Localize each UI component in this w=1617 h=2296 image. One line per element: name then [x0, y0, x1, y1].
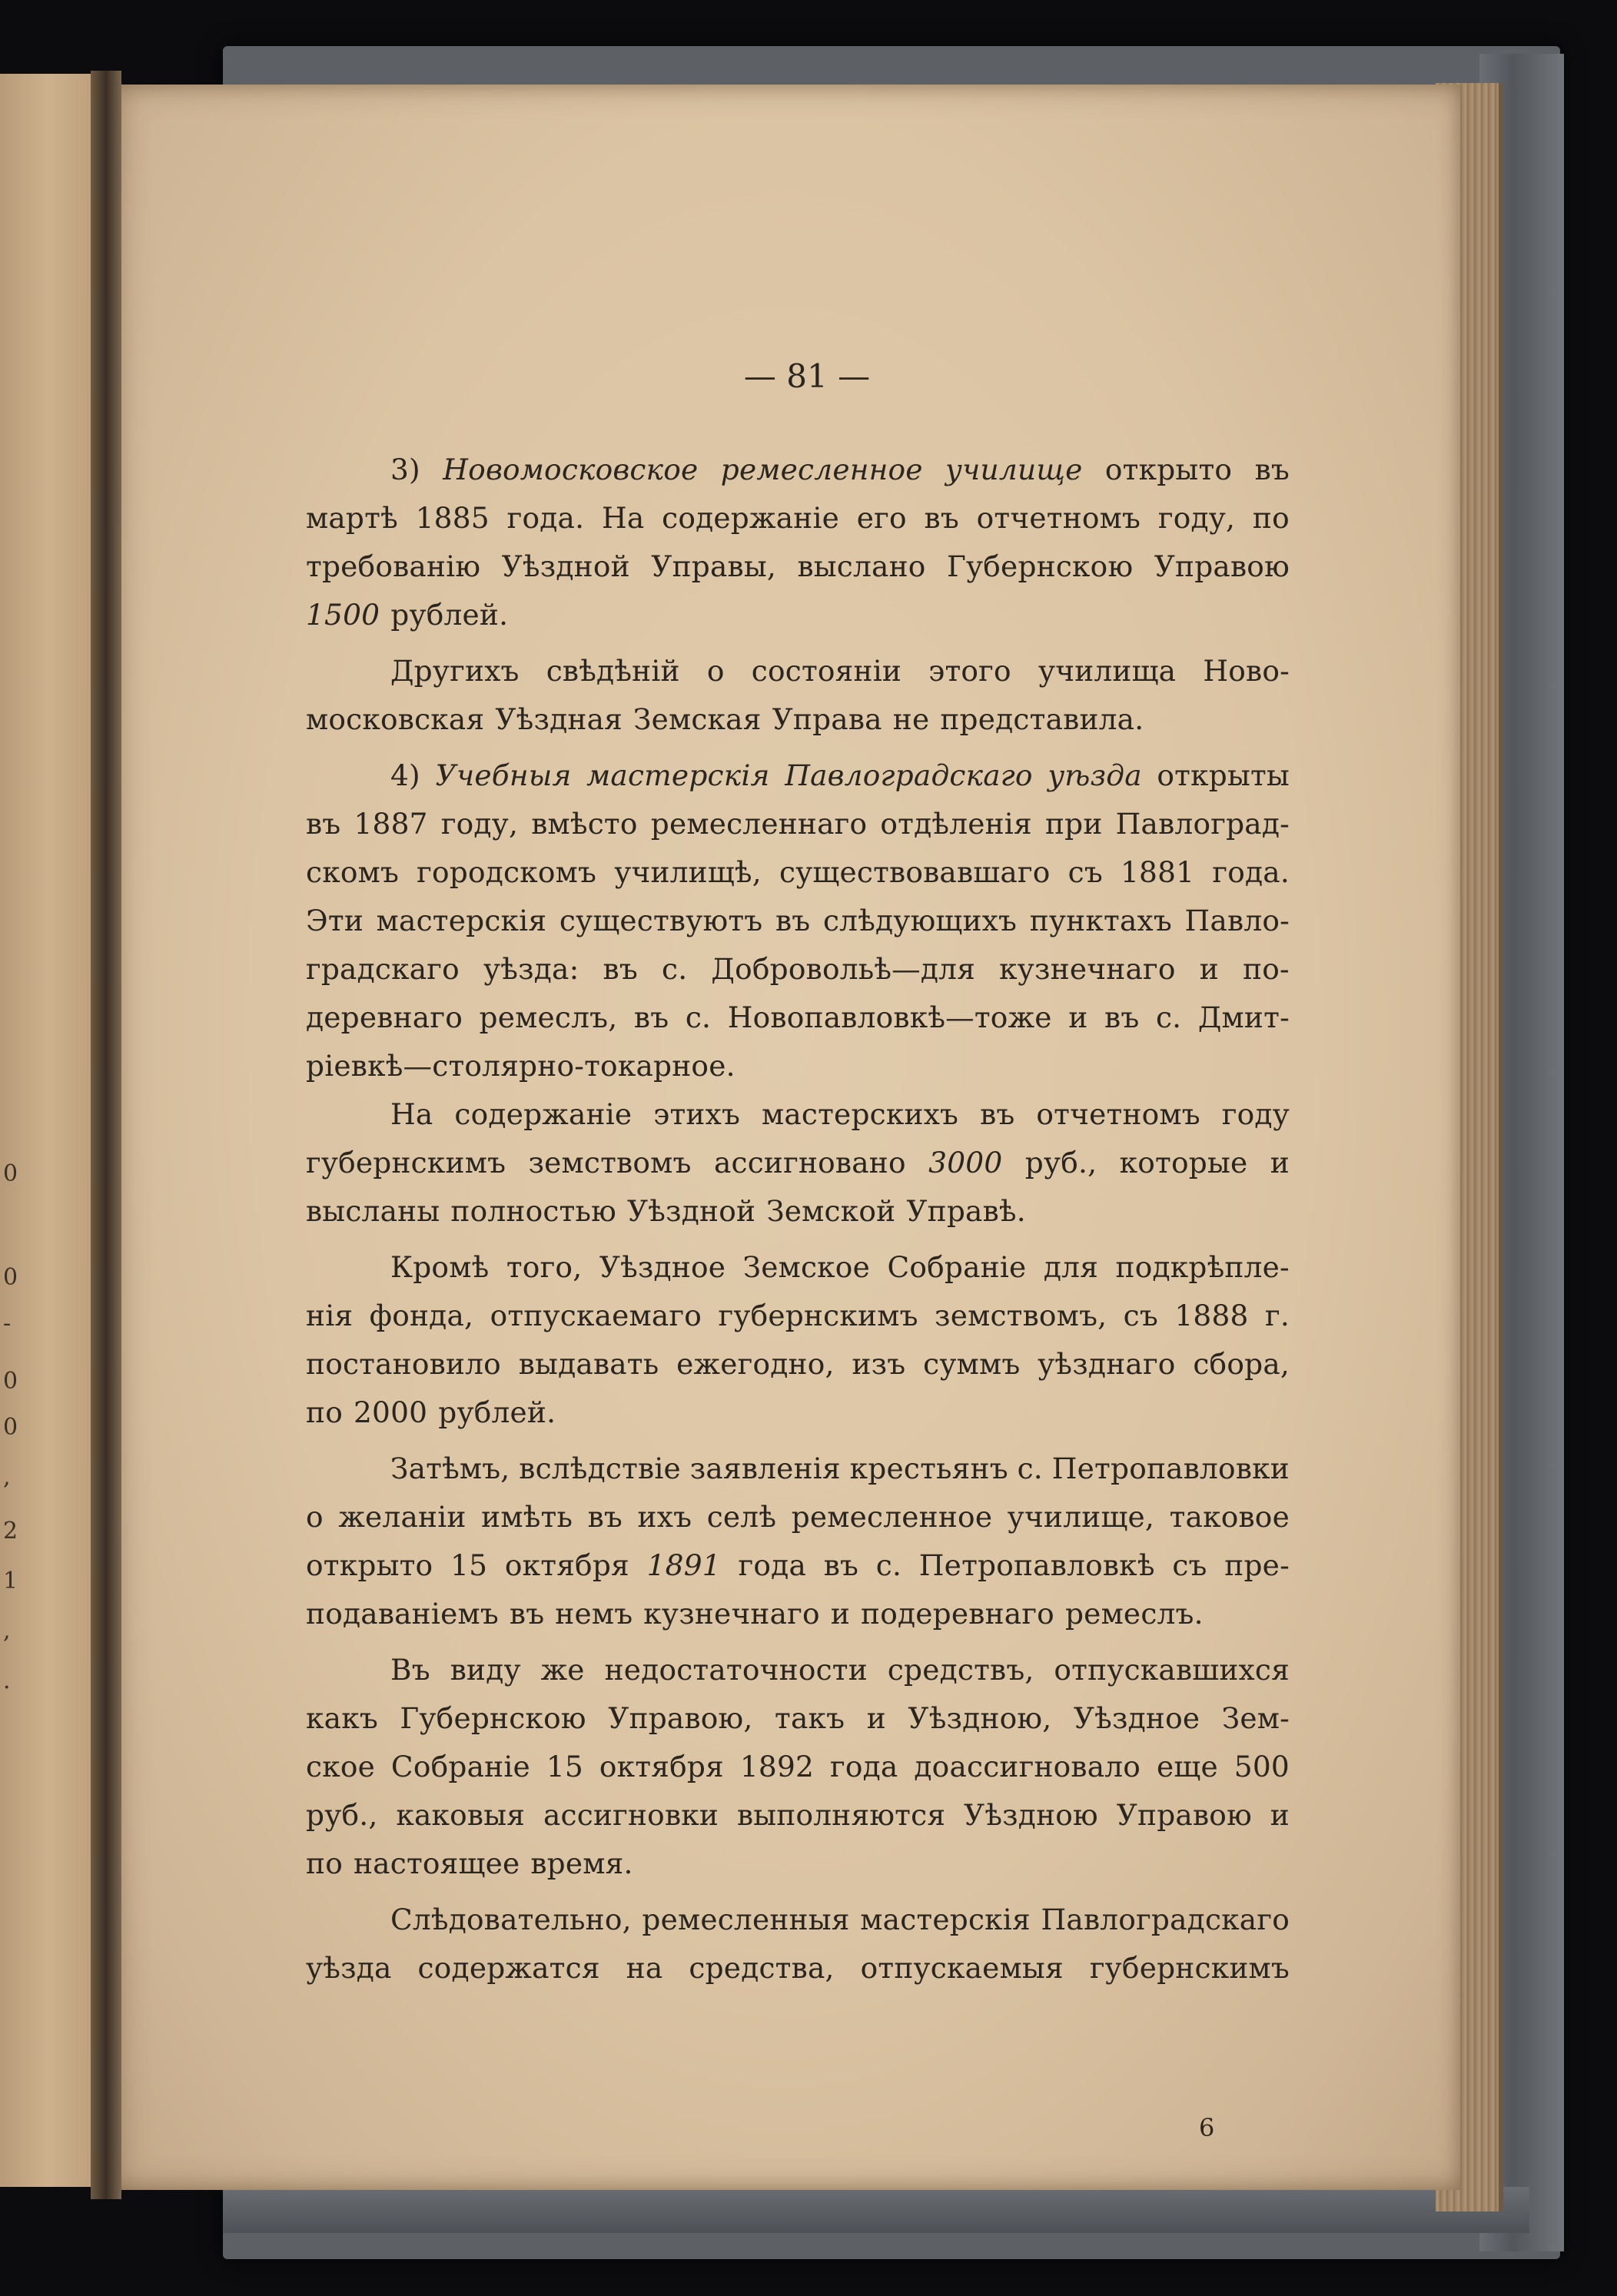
word: время. [530, 1846, 633, 1880]
word: 1881 [1121, 855, 1195, 889]
word: выдавать [518, 1347, 659, 1381]
word: ремесленное [720, 453, 923, 486]
text-line [306, 800, 1290, 848]
word: уѣзднаго [1038, 1347, 1176, 1381]
word: Ново- [1203, 654, 1290, 688]
word: же [540, 1653, 585, 1687]
word: Уѣздной [501, 549, 630, 583]
paragraph-gap [306, 639, 1290, 647]
word: слѣдующихъ [822, 904, 1018, 937]
word: 1891 [646, 1548, 721, 1582]
word: при [1044, 807, 1103, 841]
word: с. [875, 1548, 902, 1582]
word: губернскимъ [718, 1299, 918, 1332]
word: съ [1123, 1299, 1158, 1332]
word: 1887 [354, 807, 428, 841]
text-line [306, 1694, 1290, 1743]
word: Земское [742, 1250, 870, 1284]
word: по [306, 1395, 343, 1429]
word: с. [1155, 1000, 1182, 1034]
word: года [738, 1548, 807, 1582]
word: и [1270, 1798, 1290, 1832]
word: ассигновки [543, 1798, 719, 1832]
text-line [306, 1840, 1290, 1888]
right-page [108, 85, 1460, 2190]
word: пунктахъ [1029, 904, 1172, 937]
word: Кромѣ [390, 1250, 490, 1284]
word: ассигновано [713, 1146, 906, 1180]
word: въ [980, 1097, 1015, 1131]
word: какъ [306, 1701, 378, 1735]
word: Петропавловкѣ [918, 1548, 1155, 1582]
word: Губернскою [400, 1701, 586, 1735]
word: и [866, 1701, 886, 1735]
word: подаваніемъ [306, 1597, 499, 1631]
word: по- [1243, 952, 1290, 986]
left-page-mark: 0 [3, 1368, 18, 1395]
word: которые [1119, 1146, 1248, 1180]
word: октября [504, 1548, 629, 1582]
word: руб., [306, 1798, 378, 1832]
word: на [626, 1951, 663, 1985]
word: о [306, 1500, 324, 1534]
word: Собраніе [887, 1250, 1027, 1284]
word: Павло- [1184, 904, 1290, 937]
word: существуютъ [559, 904, 763, 937]
word: этихъ [653, 1097, 741, 1131]
paragraph-gap [306, 1437, 1290, 1445]
word: вслѣдствіе [519, 1452, 681, 1485]
word: Управѣ. [906, 1194, 1026, 1228]
word: 1885 [415, 501, 490, 535]
text-line [306, 1896, 1290, 1944]
text-line [306, 695, 1290, 744]
word: суммъ [923, 1347, 1021, 1381]
word: рублей. [438, 1395, 556, 1429]
word: въ [509, 1597, 545, 1631]
word: ремесленнаго [650, 807, 868, 841]
text-line [306, 1389, 1290, 1437]
word: г. [1264, 1299, 1290, 1332]
word: въ [1104, 1000, 1140, 1034]
word: по [306, 1846, 343, 1880]
word: училища [1038, 654, 1177, 688]
word: отпускавшихся [1054, 1653, 1290, 1687]
word: ское [306, 1750, 376, 1783]
word: полностью [450, 1194, 616, 1228]
word: того, [506, 1250, 583, 1284]
text-line [306, 647, 1290, 695]
word: съ [1067, 855, 1103, 889]
word: губернскимъ [306, 1146, 506, 1180]
word: содержаніе [662, 501, 840, 535]
left-page-mark: 0 [3, 1264, 18, 1291]
word: Уѣздною, [908, 1701, 1052, 1735]
book-gutter [91, 71, 121, 2199]
word: уѣзда [1048, 758, 1142, 792]
word: еще [1157, 1750, 1218, 1783]
text-line [306, 1292, 1290, 1340]
word: училище, [1007, 1500, 1155, 1534]
word: этого [928, 654, 1011, 688]
text-line [306, 542, 1290, 591]
word: Управы, [651, 549, 777, 583]
text-line [306, 1139, 1290, 1187]
word: изъ [852, 1347, 906, 1381]
word: представила. [940, 702, 1144, 736]
text-line [306, 848, 1290, 897]
word: Добровольѣ—для [711, 952, 976, 986]
word: пре- [1224, 1548, 1290, 1582]
page-body-text [306, 446, 1290, 1992]
word: рублей. [390, 598, 509, 632]
word: мастерскія [376, 904, 547, 937]
paragraph-gap [306, 1236, 1290, 1243]
paragraph-gap [306, 744, 1290, 752]
word: 1892 [739, 1750, 815, 1783]
word: не [892, 702, 930, 736]
word: 500 [1234, 1750, 1290, 1783]
word: отдѣленія [880, 807, 1032, 841]
word: требованію [306, 549, 481, 583]
word: съ [1172, 1548, 1207, 1582]
text-line [306, 897, 1290, 945]
word: Новомосковское [443, 453, 699, 486]
text-line [306, 945, 1290, 994]
text-line [306, 1590, 1290, 1638]
word: земствомъ, [935, 1299, 1107, 1332]
word: мартѣ [306, 501, 398, 535]
word: выслано [797, 549, 926, 583]
word: года. [1212, 855, 1290, 889]
text-line [306, 1646, 1290, 1694]
word: Петропавловки [1051, 1452, 1290, 1485]
word: с. [1017, 1452, 1043, 1485]
word: градскаго [306, 952, 460, 986]
word: въ [823, 1548, 859, 1582]
word: сбора, [1193, 1347, 1290, 1381]
word: деревнаго [306, 1000, 463, 1034]
word: городскомъ [417, 855, 597, 889]
word: Управою [1116, 1798, 1252, 1832]
text-line [306, 1340, 1290, 1389]
word: подеревнаго [861, 1597, 1054, 1631]
word: с. [685, 1000, 712, 1034]
word: настоящее [353, 1846, 520, 1880]
word: по [1252, 501, 1290, 535]
word: губернскимъ [1089, 1951, 1290, 1985]
word: Земской [766, 1194, 896, 1228]
word: отпускаемаго [490, 1299, 702, 1332]
word: училище [945, 453, 1083, 486]
text-line [306, 1090, 1290, 1139]
word: постановило [306, 1347, 501, 1381]
word: уѣзда: [483, 952, 579, 986]
text-line [306, 1743, 1290, 1791]
word: Управа [772, 702, 882, 736]
paragraph-gap [306, 1638, 1290, 1646]
cover-bottom-edge [223, 2187, 1529, 2233]
text-line [306, 1944, 1290, 1992]
text-line [306, 494, 1290, 542]
word: открыто [306, 1548, 433, 1582]
word: Уѣздное [599, 1250, 726, 1284]
word: ремесленныя [642, 1903, 850, 1936]
word: отчетномъ [1036, 1097, 1200, 1131]
word: Павлоград- [1115, 807, 1290, 841]
word: и [830, 1597, 851, 1631]
word: въ [924, 501, 959, 535]
word: и [1068, 1000, 1088, 1034]
word: Слѣдовательно, [390, 1903, 632, 1936]
word: открыто [1104, 453, 1233, 486]
word: Эти [306, 904, 364, 937]
text-line [306, 1187, 1290, 1236]
word: Собраніе [390, 1750, 530, 1783]
word: Затѣмъ, [390, 1452, 510, 1485]
word: На [390, 1097, 433, 1131]
word: ріевкѣ—столярно-токарное. [306, 1049, 735, 1083]
word: Уѣздною [964, 1798, 1098, 1832]
word: выполняются [736, 1798, 946, 1832]
left-page-mark: 2 [3, 1518, 18, 1544]
word: въ [775, 904, 811, 937]
signature-mark: 6 [1199, 2113, 1215, 2142]
word: въ [633, 1000, 669, 1034]
word: с. [662, 952, 688, 986]
text-line [306, 591, 1290, 639]
word: доассигновало [914, 1750, 1141, 1783]
word: въ [603, 952, 638, 986]
word: руб., [1024, 1146, 1097, 1180]
word: имѣть [481, 1500, 573, 1534]
left-page-marks [0, 0, 31, 2296]
word: открыты [1157, 758, 1290, 792]
left-page-mark: 0 [3, 1414, 18, 1441]
word: фонда, [369, 1299, 474, 1332]
word: году [1221, 1097, 1290, 1131]
word: Зем- [1221, 1701, 1290, 1735]
word: Другихъ [390, 654, 520, 688]
text-line [306, 1243, 1290, 1292]
word: скомъ [306, 855, 400, 889]
word: Въ [390, 1653, 430, 1687]
word: ремеслъ, [479, 1000, 618, 1034]
word: существовавшаго [779, 855, 1051, 889]
word: виду [450, 1653, 521, 1687]
word: ежегодно, [676, 1347, 835, 1381]
word: состояніи [751, 654, 902, 688]
left-page-mark: 0 [3, 1160, 18, 1187]
left-page-mark: , [3, 1464, 11, 1491]
text-line [306, 1791, 1290, 1840]
word: Губернскою [946, 549, 1134, 583]
word: Павлоградскаго [1041, 1903, 1290, 1936]
word: октября [599, 1750, 724, 1783]
word: года. [506, 501, 585, 535]
word: и [1270, 1146, 1290, 1180]
word: о [706, 654, 725, 688]
word: Уѣздная [495, 702, 623, 736]
word: году, [440, 807, 519, 841]
word: каковыя [396, 1798, 526, 1832]
word: 1888 [1174, 1299, 1249, 1332]
word: Уѣздной [626, 1194, 756, 1228]
word: немъ [555, 1597, 633, 1631]
word: отпускаемыя [860, 1951, 1064, 1985]
word: въ [306, 807, 341, 841]
word: уѣзда [306, 1951, 392, 1985]
word: кузнечнаго [999, 952, 1176, 986]
word: желаніи [338, 1500, 467, 1534]
word: для [1043, 1250, 1099, 1284]
word: и [1199, 952, 1219, 986]
word: мастерскія [860, 1903, 1031, 1936]
word: въ [1254, 453, 1290, 486]
word: заявленія [689, 1452, 841, 1485]
word: ремеслъ. [1064, 1597, 1204, 1631]
text-line [306, 1445, 1290, 1493]
left-page-mark: . [3, 1667, 11, 1694]
word: 2000 [353, 1395, 428, 1429]
word: Учебныя [435, 758, 572, 792]
word: отчетномъ [976, 501, 1141, 535]
word: вмѣсто [531, 807, 638, 841]
word: въ [587, 1500, 623, 1534]
paragraph-gap [306, 1888, 1290, 1896]
word: средствъ, [887, 1653, 1034, 1687]
word: подкрѣпле- [1115, 1250, 1290, 1284]
word: 15 [546, 1750, 583, 1783]
word: его [856, 501, 907, 535]
word: 3) [390, 453, 420, 486]
word: года [829, 1750, 898, 1783]
text-line [306, 994, 1290, 1042]
text-line [306, 446, 1290, 494]
word: крестьянъ [849, 1452, 1008, 1485]
word: На [601, 501, 645, 535]
word: Павлоградскаго [785, 758, 1033, 792]
word: мастерскія [586, 758, 770, 792]
word: кузнечнаго [643, 1597, 820, 1631]
word: 1500 [306, 598, 380, 632]
left-page-mark: , [3, 1617, 11, 1644]
word: Управою [1154, 549, 1290, 583]
word: нія [306, 1299, 354, 1332]
word: недостаточности [604, 1653, 868, 1687]
text-line [306, 1541, 1290, 1590]
word: селѣ [706, 1500, 777, 1534]
word: свѣдѣній [546, 654, 680, 688]
word: мастерскихъ [761, 1097, 959, 1131]
word: 15 [450, 1548, 488, 1582]
word: Управою, [608, 1701, 753, 1735]
word: такъ [775, 1701, 845, 1735]
word: 4) [390, 758, 420, 792]
word: году, [1157, 501, 1236, 535]
left-page-mark: - [3, 1310, 12, 1337]
word: средства, [689, 1951, 835, 1985]
word: Дмит- [1197, 1000, 1290, 1034]
word: Земская [633, 702, 762, 736]
text-line [306, 1493, 1290, 1541]
text-line [306, 752, 1290, 800]
word: Новопавловкѣ—тоже [727, 1000, 1052, 1034]
word: земствомъ [528, 1146, 692, 1180]
word: 3000 [928, 1146, 1003, 1180]
left-page-mark: 1 [3, 1568, 18, 1594]
word: содержатся [417, 1951, 600, 1985]
text-line [306, 1042, 1290, 1090]
word: ремесленное [791, 1500, 993, 1534]
word: Уѣздное [1073, 1701, 1200, 1735]
word: высланы [306, 1194, 440, 1228]
word: ихъ [637, 1500, 692, 1534]
page-number: — 81 — [743, 357, 871, 395]
word: московская [306, 702, 485, 736]
word: таковое [1169, 1500, 1290, 1534]
word: училищѣ, [614, 855, 762, 889]
word: содержаніе [454, 1097, 633, 1131]
